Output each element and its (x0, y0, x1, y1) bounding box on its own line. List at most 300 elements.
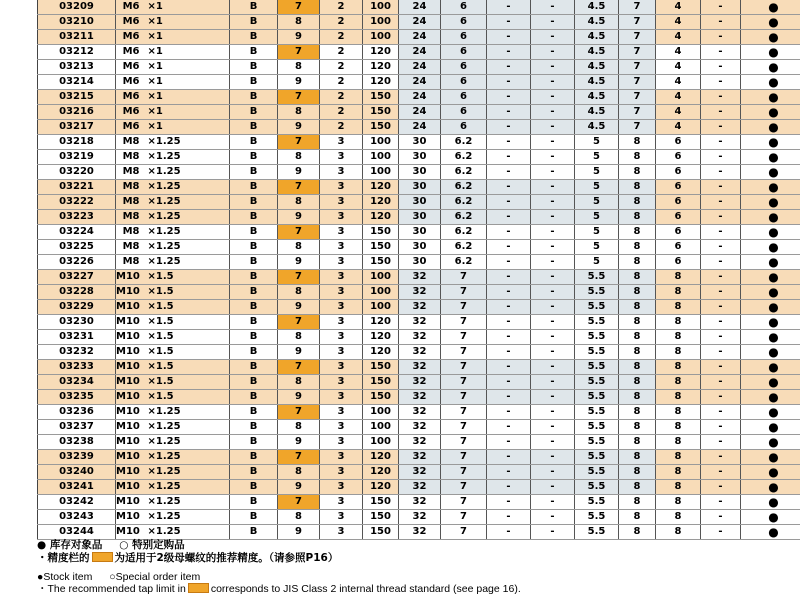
cell-col-b: 8 (619, 465, 656, 480)
cell-col-b: 8 (619, 375, 656, 390)
cell-thread-length: 24 (399, 60, 441, 75)
cell-shank-dia: 6.2 (441, 195, 487, 210)
cell-col-blank-2: - (531, 195, 575, 210)
cell-tap-limit: 7 (278, 180, 320, 195)
cell-col-c: 8 (656, 270, 701, 285)
cell-col-blank-3: - (701, 375, 741, 390)
cell-col-a: 5 (575, 225, 619, 240)
cell-thread-length: 32 (399, 405, 441, 420)
table-row (38, 225, 800, 240)
cell-size-pitch: ×1 (142, 45, 230, 60)
cell-overall-length: 150 (363, 240, 399, 255)
cell-col-b: 7 (619, 90, 656, 105)
cell-overall-length: 120 (363, 180, 399, 195)
cell-tap-limit: 8 (278, 375, 320, 390)
cell-overall-length: 120 (363, 210, 399, 225)
cell-overall-length: 100 (363, 150, 399, 165)
cell-overall-length: 120 (363, 465, 399, 480)
cell-col-blank-1: - (487, 105, 531, 120)
cell-col-c: 8 (656, 510, 701, 525)
cell-col-blank-2: - (531, 240, 575, 255)
cell-col-c: 6 (656, 210, 701, 225)
cell-code: 03212 (38, 45, 116, 60)
cell-size-pitch: ×1.25 (142, 420, 230, 435)
cell-col-a: 5.5 (575, 270, 619, 285)
cell-col-b: 7 (619, 120, 656, 135)
cell-col-blank-1: - (487, 435, 531, 450)
cell-tap-limit: 7 (278, 0, 320, 15)
cell-size-pitch: ×1 (142, 120, 230, 135)
cell-thread-length: 32 (399, 495, 441, 510)
cell-size-major: M10 (116, 360, 142, 375)
cell-shank-dia: 7 (441, 360, 487, 375)
cell-col-a: 5.5 (575, 405, 619, 420)
cell-thread-length: 24 (399, 30, 441, 45)
cell-col-b: 8 (619, 360, 656, 375)
cell-tap-limit: 8 (278, 15, 320, 30)
cell-thread-length: 32 (399, 375, 441, 390)
cell-col-blank-2: - (531, 105, 575, 120)
cell-col-c: 6 (656, 180, 701, 195)
cell-col-b: 8 (619, 150, 656, 165)
cell-flutes: 3 (320, 135, 363, 150)
cell-type: B (230, 390, 278, 405)
cell-col-blank-1: - (487, 450, 531, 465)
cell-col-c: 4 (656, 45, 701, 60)
cell-tap-limit: 9 (278, 300, 320, 315)
cell-stock-mark: ● (741, 135, 800, 150)
cell-tap-limit: 7 (278, 360, 320, 375)
cell-flutes: 3 (320, 405, 363, 420)
footnote-cn-precision (37, 552, 338, 564)
cell-thread-length: 30 (399, 150, 441, 165)
cell-col-a: 5 (575, 165, 619, 180)
cell-size-pitch: ×1.25 (142, 180, 230, 195)
cell-col-b: 7 (619, 105, 656, 120)
cell-col-b: 7 (619, 0, 656, 15)
cell-col-b: 8 (619, 420, 656, 435)
cell-code: 03238 (38, 435, 116, 450)
cell-size-major: M10 (116, 420, 142, 435)
cell-overall-length: 120 (363, 75, 399, 90)
cell-col-a: 5 (575, 180, 619, 195)
precision-note-en-end: corresponds to JIS Class 2 internal thread standard (see page 16). (210, 583, 521, 595)
cell-type: B (230, 375, 278, 390)
cell-size-major: M10 (116, 345, 142, 360)
cell-size-major: M8 (116, 225, 142, 240)
table-row (38, 480, 800, 495)
cell-type: B (230, 45, 278, 60)
cell-col-b: 8 (619, 195, 656, 210)
cell-col-blank-3: - (701, 120, 741, 135)
cell-col-b: 8 (619, 510, 656, 525)
cell-tap-limit: 9 (278, 255, 320, 270)
cell-col-blank-2: - (531, 360, 575, 375)
cell-shank-dia: 7 (441, 270, 487, 285)
cell-col-b: 8 (619, 210, 656, 225)
cell-col-a: 5.5 (575, 525, 619, 540)
cell-flutes: 2 (320, 60, 363, 75)
cell-stock-mark: ● (741, 60, 800, 75)
cell-col-c: 6 (656, 135, 701, 150)
cell-thread-length: 32 (399, 345, 441, 360)
cell-thread-length: 32 (399, 510, 441, 525)
cell-thread-length: 32 (399, 525, 441, 540)
table-row (38, 240, 800, 255)
cell-col-blank-1: - (487, 45, 531, 60)
cell-stock-mark: ● (741, 390, 800, 405)
cell-col-c: 8 (656, 285, 701, 300)
cell-size-pitch: ×1.25 (142, 255, 230, 270)
cell-col-blank-1: - (487, 405, 531, 420)
cell-stock-mark: ● (741, 465, 800, 480)
cell-size-major: M10 (116, 285, 142, 300)
cell-shank-dia: 6 (441, 15, 487, 30)
cell-tap-limit: 8 (278, 240, 320, 255)
cell-thread-length: 32 (399, 435, 441, 450)
cell-col-blank-2: - (531, 135, 575, 150)
cell-col-b: 8 (619, 435, 656, 450)
cell-code: 03227 (38, 270, 116, 285)
cell-size-pitch: ×1.25 (142, 150, 230, 165)
cell-size-major: M6 (116, 15, 142, 30)
cell-col-a: 4.5 (575, 90, 619, 105)
cell-col-blank-1: - (487, 525, 531, 540)
cell-col-a: 4.5 (575, 0, 619, 15)
cell-shank-dia: 6 (441, 30, 487, 45)
cell-col-c: 8 (656, 330, 701, 345)
table-row (38, 315, 800, 330)
cell-tap-limit: 7 (278, 495, 320, 510)
cell-size-pitch: ×1.25 (142, 135, 230, 150)
cell-flutes: 3 (320, 360, 363, 375)
cell-size-major: M8 (116, 255, 142, 270)
table-row (38, 150, 800, 165)
spec-table-body (38, 0, 800, 540)
cell-stock-mark: ● (741, 255, 800, 270)
table-row (38, 465, 800, 480)
cell-col-blank-1: - (487, 240, 531, 255)
stock-item-label-en: ●Stock item (37, 571, 93, 583)
cell-col-blank-2: - (531, 255, 575, 270)
table-row (38, 525, 800, 540)
cell-col-a: 4.5 (575, 15, 619, 30)
cell-col-blank-2: - (531, 90, 575, 105)
cell-thread-length: 32 (399, 300, 441, 315)
cell-col-blank-3: - (701, 345, 741, 360)
cell-overall-length: 150 (363, 525, 399, 540)
footnote-cn-legend (37, 539, 185, 551)
cell-shank-dia: 6 (441, 90, 487, 105)
cell-col-blank-3: - (701, 75, 741, 90)
cell-code: 03215 (38, 90, 116, 105)
cell-size-major: M6 (116, 0, 142, 15)
cell-col-blank-2: - (531, 525, 575, 540)
cell-size-major: M6 (116, 105, 142, 120)
cell-size-pitch: ×1.25 (142, 450, 230, 465)
cell-code: 03220 (38, 165, 116, 180)
cell-code: 03231 (38, 330, 116, 345)
cell-flutes: 3 (320, 390, 363, 405)
cell-code: 03209 (38, 0, 116, 15)
cell-shank-dia: 6.2 (441, 255, 487, 270)
cell-stock-mark: ● (741, 315, 800, 330)
cell-flutes: 3 (320, 270, 363, 285)
cell-type: B (230, 30, 278, 45)
cell-col-blank-2: - (531, 45, 575, 60)
cell-col-blank-3: - (701, 465, 741, 480)
cell-size-pitch: ×1.5 (142, 360, 230, 375)
cell-col-blank-2: - (531, 510, 575, 525)
cell-stock-mark: ● (741, 480, 800, 495)
cell-col-c: 8 (656, 495, 701, 510)
cell-flutes: 3 (320, 240, 363, 255)
cell-col-a: 4.5 (575, 30, 619, 45)
cell-thread-length: 32 (399, 285, 441, 300)
cell-col-a: 5.5 (575, 510, 619, 525)
cell-size-pitch: ×1 (142, 30, 230, 45)
cell-overall-length: 100 (363, 135, 399, 150)
cell-col-blank-3: - (701, 285, 741, 300)
cell-thread-length: 30 (399, 255, 441, 270)
cell-code: 03243 (38, 510, 116, 525)
cell-size-major: M10 (116, 495, 142, 510)
cell-size-pitch: ×1.25 (142, 465, 230, 480)
cell-col-blank-3: - (701, 300, 741, 315)
cell-col-blank-2: - (531, 120, 575, 135)
cell-col-c: 4 (656, 30, 701, 45)
cell-col-a: 4.5 (575, 120, 619, 135)
cell-col-a: 5.5 (575, 435, 619, 450)
cell-code: 03244 (38, 525, 116, 540)
precision-note-cn-start: ・精度栏的 (37, 552, 90, 564)
cell-size-pitch: ×1.5 (142, 300, 230, 315)
cell-stock-mark: ● (741, 525, 800, 540)
cell-col-blank-1: - (487, 195, 531, 210)
cell-type: B (230, 330, 278, 345)
cell-col-b: 7 (619, 30, 656, 45)
cell-tap-limit: 8 (278, 195, 320, 210)
cell-col-blank-3: - (701, 510, 741, 525)
cell-col-blank-2: - (531, 210, 575, 225)
cell-overall-length: 120 (363, 195, 399, 210)
cell-col-b: 8 (619, 225, 656, 240)
cell-tap-limit: 7 (278, 45, 320, 60)
cell-col-blank-1: - (487, 360, 531, 375)
cell-type: B (230, 255, 278, 270)
cell-col-blank-3: - (701, 360, 741, 375)
cell-stock-mark: ● (741, 15, 800, 30)
cell-col-a: 5.5 (575, 420, 619, 435)
cell-col-blank-3: - (701, 390, 741, 405)
cell-col-a: 5.5 (575, 450, 619, 465)
cell-code: 03224 (38, 225, 116, 240)
cell-shank-dia: 6 (441, 105, 487, 120)
cell-code: 03216 (38, 105, 116, 120)
table-row (38, 360, 800, 375)
cell-size-pitch: ×1.25 (142, 495, 230, 510)
special-order-label-en: ○Special order item (109, 571, 201, 583)
cell-size-pitch: ×1.5 (142, 390, 230, 405)
cell-col-blank-1: - (487, 150, 531, 165)
cell-thread-length: 32 (399, 480, 441, 495)
tap-spec-table (37, 0, 800, 540)
cell-tap-limit: 8 (278, 420, 320, 435)
cell-stock-mark: ● (741, 30, 800, 45)
cell-flutes: 2 (320, 105, 363, 120)
table-row (38, 90, 800, 105)
cell-col-a: 5 (575, 150, 619, 165)
cell-overall-length: 100 (363, 420, 399, 435)
cell-code: 03211 (38, 30, 116, 45)
cell-col-blank-1: - (487, 420, 531, 435)
cell-thread-length: 30 (399, 135, 441, 150)
table-row (38, 285, 800, 300)
cell-shank-dia: 6 (441, 45, 487, 60)
cell-col-blank-1: - (487, 300, 531, 315)
cell-size-major: M10 (116, 330, 142, 345)
cell-col-c: 6 (656, 255, 701, 270)
cell-overall-length: 100 (363, 0, 399, 15)
cell-overall-length: 100 (363, 435, 399, 450)
cell-col-blank-2: - (531, 165, 575, 180)
cell-stock-mark: ● (741, 210, 800, 225)
cell-col-b: 8 (619, 270, 656, 285)
cell-col-blank-3: - (701, 420, 741, 435)
cell-col-a: 5.5 (575, 495, 619, 510)
cell-overall-length: 150 (363, 105, 399, 120)
cell-thread-length: 24 (399, 75, 441, 90)
cell-size-major: M10 (116, 525, 142, 540)
cell-col-blank-2: - (531, 285, 575, 300)
cell-type: B (230, 480, 278, 495)
cell-size-pitch: ×1 (142, 60, 230, 75)
cell-size-pitch: ×1.5 (142, 345, 230, 360)
cell-overall-length: 150 (363, 90, 399, 105)
cell-flutes: 3 (320, 300, 363, 315)
cell-stock-mark: ● (741, 285, 800, 300)
cell-stock-mark: ● (741, 195, 800, 210)
cell-type: B (230, 15, 278, 30)
cell-col-c: 4 (656, 120, 701, 135)
cell-size-pitch: ×1.5 (142, 375, 230, 390)
cell-size-pitch: ×1.25 (142, 435, 230, 450)
cell-code: 03228 (38, 285, 116, 300)
cell-flutes: 2 (320, 75, 363, 90)
cell-shank-dia: 7 (441, 450, 487, 465)
table-row (38, 420, 800, 435)
cell-stock-mark: ● (741, 105, 800, 120)
cell-overall-length: 120 (363, 345, 399, 360)
cell-col-blank-2: - (531, 180, 575, 195)
cell-col-a: 5 (575, 195, 619, 210)
cell-col-c: 6 (656, 150, 701, 165)
cell-size-major: M8 (116, 195, 142, 210)
cell-flutes: 3 (320, 450, 363, 465)
cell-shank-dia: 7 (441, 435, 487, 450)
cell-overall-length: 150 (363, 225, 399, 240)
table-row (38, 390, 800, 405)
cell-type: B (230, 120, 278, 135)
cell-size-pitch: ×1.5 (142, 285, 230, 300)
cell-shank-dia: 6 (441, 0, 487, 15)
cell-size-pitch: ×1.5 (142, 270, 230, 285)
cell-type: B (230, 420, 278, 435)
cell-flutes: 3 (320, 285, 363, 300)
cell-col-blank-2: - (531, 15, 575, 30)
cell-type: B (230, 210, 278, 225)
cell-size-pitch: ×1 (142, 75, 230, 90)
precision-note-cn-end: 为适用于2级母螺纹的推荐精度。（请参照P16） (114, 552, 339, 564)
table-row (38, 15, 800, 30)
cell-thread-length: 32 (399, 315, 441, 330)
cell-overall-length: 100 (363, 15, 399, 30)
cell-size-pitch: ×1.5 (142, 315, 230, 330)
cell-thread-length: 32 (399, 330, 441, 345)
cell-thread-length: 24 (399, 90, 441, 105)
cell-col-blank-3: - (701, 180, 741, 195)
cell-size-major: M10 (116, 315, 142, 330)
cell-col-b: 8 (619, 405, 656, 420)
cell-stock-mark: ● (741, 345, 800, 360)
cell-col-blank-1: - (487, 120, 531, 135)
cell-col-c: 8 (656, 450, 701, 465)
cell-col-c: 6 (656, 165, 701, 180)
cell-code: 03225 (38, 240, 116, 255)
cell-overall-length: 100 (363, 30, 399, 45)
cell-col-blank-2: - (531, 225, 575, 240)
cell-flutes: 3 (320, 315, 363, 330)
cell-col-blank-2: - (531, 75, 575, 90)
cell-thread-length: 32 (399, 270, 441, 285)
cell-col-blank-3: - (701, 195, 741, 210)
cell-col-b: 8 (619, 390, 656, 405)
cell-stock-mark: ● (741, 0, 800, 15)
cell-stock-mark: ● (741, 435, 800, 450)
cell-col-a: 5 (575, 255, 619, 270)
cell-col-blank-1: - (487, 285, 531, 300)
cell-size-major: M8 (116, 210, 142, 225)
cell-col-b: 8 (619, 345, 656, 360)
cell-stock-mark: ● (741, 510, 800, 525)
cell-col-b: 8 (619, 285, 656, 300)
table-row (38, 135, 800, 150)
cell-col-b: 7 (619, 75, 656, 90)
cell-col-a: 5.5 (575, 345, 619, 360)
cell-col-blank-1: - (487, 345, 531, 360)
cell-thread-length: 32 (399, 390, 441, 405)
cell-flutes: 3 (320, 195, 363, 210)
cell-col-blank-1: - (487, 225, 531, 240)
cell-col-a: 5.5 (575, 330, 619, 345)
cell-thread-length: 30 (399, 225, 441, 240)
cell-tap-limit: 8 (278, 285, 320, 300)
cell-col-b: 8 (619, 300, 656, 315)
cell-tap-limit: 8 (278, 60, 320, 75)
cell-col-blank-2: - (531, 0, 575, 15)
cell-col-b: 8 (619, 480, 656, 495)
cell-overall-length: 150 (363, 510, 399, 525)
cell-col-blank-3: - (701, 30, 741, 45)
cell-size-major: M10 (116, 300, 142, 315)
cell-type: B (230, 75, 278, 90)
cell-stock-mark: ● (741, 330, 800, 345)
cell-col-c: 8 (656, 525, 701, 540)
cell-col-blank-2: - (531, 150, 575, 165)
cell-shank-dia: 6.2 (441, 210, 487, 225)
cell-type: B (230, 90, 278, 105)
cell-tap-limit: 7 (278, 450, 320, 465)
